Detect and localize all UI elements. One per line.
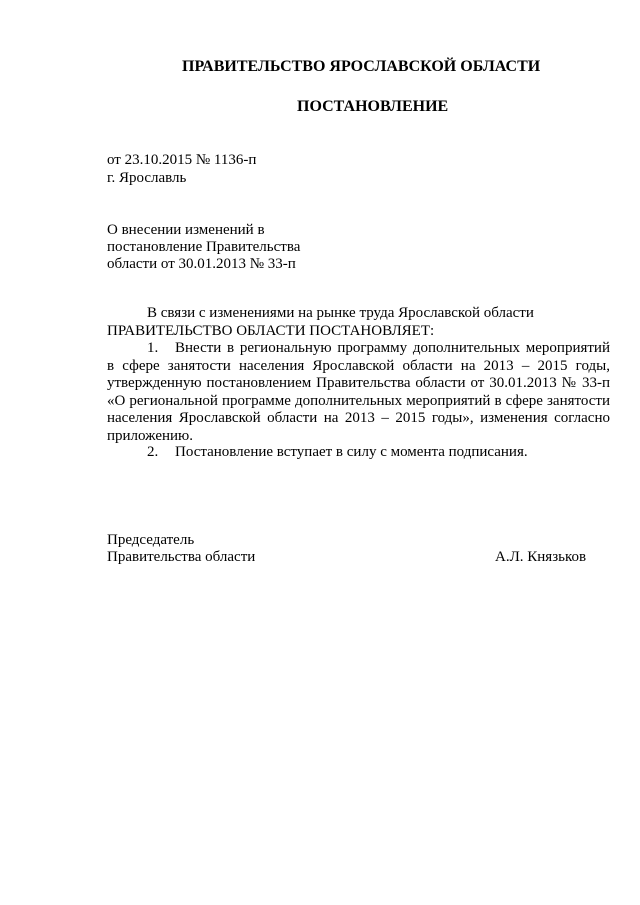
item-number: 2. — [147, 444, 159, 460]
resolves-text: ПРАВИТЕЛЬСТВО ОБЛАСТИ ПОСТАНОВЛЯЕТ: — [107, 322, 435, 339]
document-type-heading: ПОСТАНОВЛЕНИЕ — [297, 98, 449, 115]
preamble — [107, 305, 610, 340]
subject-line-2: постановление Правительства — [107, 239, 301, 255]
subject-line-3: области от 30.01.2013 № 33-п — [107, 256, 296, 272]
authority-heading: ПРАВИТЕЛЬСТВО ЯРОСЛАВСКОЙ ОБЛАСТИ — [182, 58, 541, 75]
preamble-text: В связи с изменениями на рынке труда Ярославской области — [147, 305, 534, 321]
subject-line-1: О внесении изменений в — [107, 222, 265, 238]
signatory-title-line-1: Председатель — [107, 532, 195, 548]
resolution-item — [107, 444, 610, 462]
resolution-item — [107, 340, 610, 445]
document-date-number: от 23.10.2015 № 1136-п — [107, 152, 257, 168]
signatory-name: А.Л. Князьков — [495, 549, 587, 565]
document-city: г. Ярославль — [107, 170, 187, 186]
item-text: Внести в региональную программу дополнительных мероприятий в сфере занятости населения Ярославской области на 2013 – 2015 годы, утвержденную постановлением Правительства области от 30.01.2013 № 33-п «О региональной программе дополнительных мероприятий в сфере занятости населения Ярославской области на 2013 – 2015 годы», изменения согласно приложению. — [107, 340, 610, 444]
item-number: 1. — [147, 340, 159, 356]
item-text: Постановление вступает в силу с момента подписания. — [175, 444, 528, 460]
signatory-title-line-2: Правительства области — [107, 549, 256, 565]
